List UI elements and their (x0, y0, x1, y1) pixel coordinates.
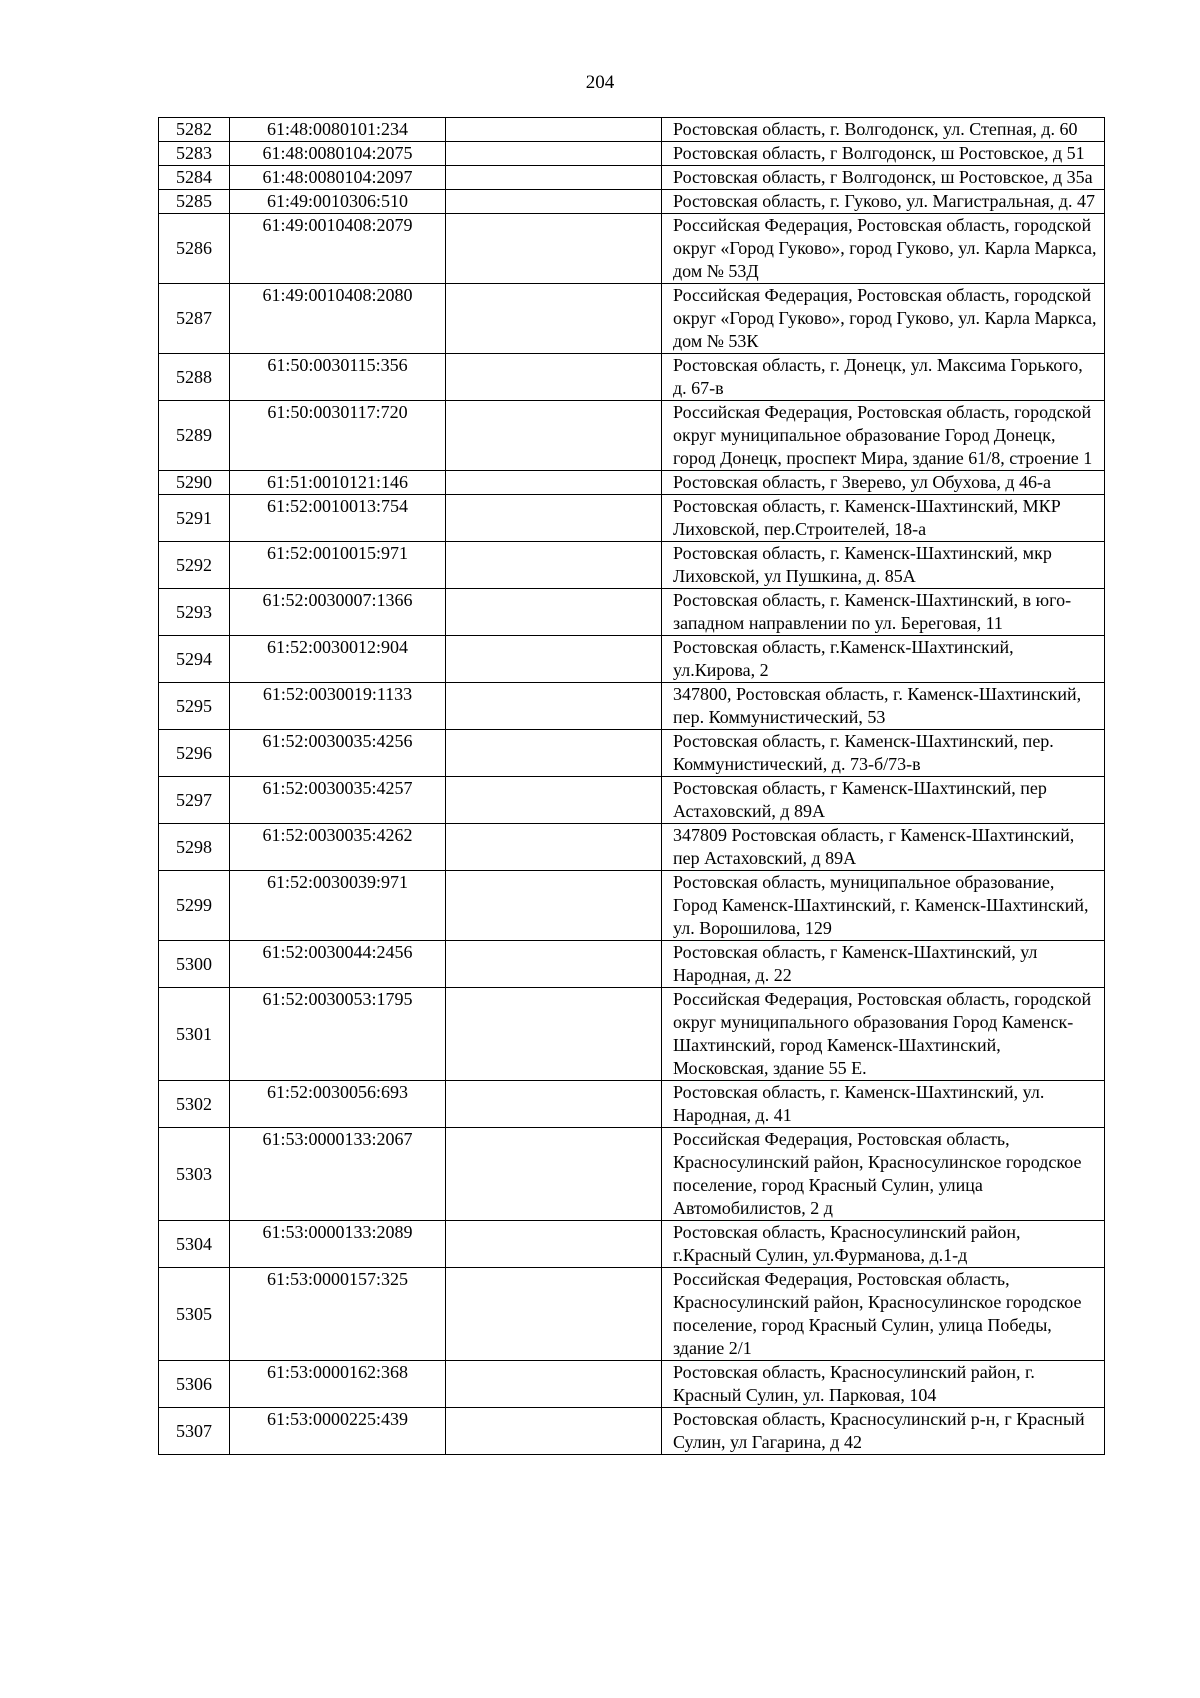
empty-cell (446, 871, 662, 941)
empty-cell (446, 401, 662, 471)
table-row (159, 683, 1105, 730)
address-cell: 347809 Ростовская область, г Каменск-Шахтинский, пер Астаховский, д 89А (662, 824, 1105, 871)
table-row (159, 354, 1105, 401)
empty-cell (446, 542, 662, 589)
address-cell: Ростовская область, г. Каменск-Шахтинский, мкр Лиховской, ул Пушкина, д. 85А (662, 542, 1105, 589)
address-cell: Ростовская область, г. Каменск-Шахтинский, ул. Народная, д. 41 (662, 1081, 1105, 1128)
table-row (159, 401, 1105, 471)
table-row (159, 988, 1105, 1081)
row-number-cell: 5298 (159, 824, 230, 871)
row-number-cell: 5296 (159, 730, 230, 777)
address-cell: Ростовская область, Красносулинский район, г. Красный Сулин, ул. Парковая, 104 (662, 1361, 1105, 1408)
table-row (159, 1361, 1105, 1408)
empty-cell (446, 354, 662, 401)
row-number-cell: 5301 (159, 988, 230, 1081)
row-number-cell: 5303 (159, 1128, 230, 1221)
cadastral-number-cell: 61:49:0010408:2079 (230, 214, 446, 284)
row-number-cell: 5283 (159, 142, 230, 166)
empty-cell (446, 824, 662, 871)
row-number-cell: 5286 (159, 214, 230, 284)
row-number-cell: 5292 (159, 542, 230, 589)
address-cell: 347800, Ростовская область, г. Каменск-Шахтинский, пер. Коммунистический, 53 (662, 683, 1105, 730)
address-cell: Ростовская область, г. Донецк, ул. Максима Горького, д. 67-в (662, 354, 1105, 401)
row-number-cell: 5287 (159, 284, 230, 354)
empty-cell (446, 284, 662, 354)
cadastral-number-cell: 61:52:0030035:4257 (230, 777, 446, 824)
empty-cell (446, 166, 662, 190)
empty-cell (446, 777, 662, 824)
row-number-cell: 5307 (159, 1408, 230, 1455)
address-cell: Ростовская область, Красносулинский район, г.Красный Сулин, ул.Фурманова, д.1-д (662, 1221, 1105, 1268)
address-cell: Ростовская область, Красносулинский р-н, г Красный Сулин, ул Гагарина, д 42 (662, 1408, 1105, 1455)
cadastral-number-cell: 61:48:0080101:234 (230, 118, 446, 142)
address-cell: Ростовская область, г Зверево, ул Обухова, д 46-а (662, 471, 1105, 495)
empty-cell (446, 589, 662, 636)
address-cell: Ростовская область, г. Гуково, ул. Магистральная, д. 47 (662, 190, 1105, 214)
address-cell: Российская Федерация, Ростовская область, Красносулинский район, Красносулинское городское поселение, город Красный Сулин, улица Победы, здание 2/1 (662, 1268, 1105, 1361)
table-row (159, 142, 1105, 166)
empty-cell (446, 1408, 662, 1455)
empty-cell (446, 1268, 662, 1361)
table-row (159, 824, 1105, 871)
table-row (159, 118, 1105, 142)
cadastral-number-cell: 61:52:0030019:1133 (230, 683, 446, 730)
cadastral-number-cell: 61:49:0010408:2080 (230, 284, 446, 354)
empty-cell (446, 214, 662, 284)
row-number-cell: 5305 (159, 1268, 230, 1361)
row-number-cell: 5290 (159, 471, 230, 495)
table-row (159, 1268, 1105, 1361)
address-cell: Ростовская область, г. Волгодонск, ул. Степная, д. 60 (662, 118, 1105, 142)
table-row (159, 495, 1105, 542)
table-row (159, 1408, 1105, 1455)
cadastral-number-cell: 61:53:0000157:325 (230, 1268, 446, 1361)
table-row (159, 1081, 1105, 1128)
row-number-cell: 5299 (159, 871, 230, 941)
empty-cell (446, 1128, 662, 1221)
table-row (159, 941, 1105, 988)
empty-cell (446, 941, 662, 988)
table-row (159, 589, 1105, 636)
cadastral-number-cell: 61:48:0080104:2097 (230, 166, 446, 190)
table-row (159, 636, 1105, 683)
address-cell: Ростовская область, г Каменск-Шахтинский, ул Народная, д. 22 (662, 941, 1105, 988)
address-cell: Российская Федерация, Ростовская область, городской округ муниципальное образование Город Донецк, город Донецк, проспект Мира, здание 61/8, строение 1 (662, 401, 1105, 471)
table-row (159, 1221, 1105, 1268)
page-number: 204 (585, 72, 615, 93)
row-number-cell: 5285 (159, 190, 230, 214)
address-cell: Российская Федерация, Ростовская область, городской округ муниципального образования Город Каменск-Шахтинский, город Каменск-Шахтинский, Московская, здание 55 Е. (662, 988, 1105, 1081)
address-cell: Ростовская область, г Каменск-Шахтинский, пер Астаховский, д 89А (662, 777, 1105, 824)
cadastral-number-cell: 61:52:0010013:754 (230, 495, 446, 542)
row-number-cell: 5289 (159, 401, 230, 471)
row-number-cell: 5288 (159, 354, 230, 401)
property-registry-table (158, 117, 1105, 1455)
cadastral-number-cell: 61:52:0030035:4256 (230, 730, 446, 777)
empty-cell (446, 1081, 662, 1128)
address-cell: Ростовская область, г.Каменск-Шахтинский, ул.Кирова, 2 (662, 636, 1105, 683)
address-cell: Ростовская область, г Волгодонск, ш Ростовское, д 51 (662, 142, 1105, 166)
cadastral-number-cell: 61:50:0030117:720 (230, 401, 446, 471)
cadastral-number-cell: 61:53:0000225:439 (230, 1408, 446, 1455)
row-number-cell: 5306 (159, 1361, 230, 1408)
cadastral-number-cell: 61:52:0010015:971 (230, 542, 446, 589)
empty-cell (446, 683, 662, 730)
cadastral-number-cell: 61:50:0030115:356 (230, 354, 446, 401)
table-row (159, 471, 1105, 495)
row-number-cell: 5297 (159, 777, 230, 824)
empty-cell (446, 1221, 662, 1268)
empty-cell (446, 190, 662, 214)
row-number-cell: 5295 (159, 683, 230, 730)
table-row (159, 190, 1105, 214)
table-row (159, 284, 1105, 354)
table-body (159, 118, 1105, 1455)
address-cell: Российская Федерация, Ростовская область, Красносулинский район, Красносулинское городское поселение, город Красный Сулин, улица Автомобилистов, 2 д (662, 1128, 1105, 1221)
cadastral-number-cell: 61:51:0010121:146 (230, 471, 446, 495)
row-number-cell: 5293 (159, 589, 230, 636)
cadastral-number-cell: 61:52:0030056:693 (230, 1081, 446, 1128)
address-cell: Ростовская область, г. Каменск-Шахтинский, в юго-западном направлении по ул. Береговая, 11 (662, 589, 1105, 636)
empty-cell (446, 636, 662, 683)
row-number-cell: 5284 (159, 166, 230, 190)
empty-cell (446, 1361, 662, 1408)
cadastral-number-cell: 61:52:0030012:904 (230, 636, 446, 683)
table-row (159, 730, 1105, 777)
address-cell: Ростовская область, г Волгодонск, ш Ростовское, д 35а (662, 166, 1105, 190)
cadastral-number-cell: 61:52:0030035:4262 (230, 824, 446, 871)
cadastral-number-cell: 61:52:0030053:1795 (230, 988, 446, 1081)
cadastral-number-cell: 61:52:0030044:2456 (230, 941, 446, 988)
cadastral-number-cell: 61:49:0010306:510 (230, 190, 446, 214)
address-cell: Ростовская область, г. Каменск-Шахтинский, МКР Лиховской, пер.Строителей, 18-а (662, 495, 1105, 542)
row-number-cell: 5300 (159, 941, 230, 988)
cadastral-number-cell: 61:52:0030007:1366 (230, 589, 446, 636)
row-number-cell: 5282 (159, 118, 230, 142)
empty-cell (446, 118, 662, 142)
row-number-cell: 5294 (159, 636, 230, 683)
table-row (159, 542, 1105, 589)
cadastral-number-cell: 61:52:0030039:971 (230, 871, 446, 941)
empty-cell (446, 988, 662, 1081)
address-cell: Российская Федерация, Ростовская область, городской округ «Город Гуково», город Гуково, ул. Карла Маркса, дом № 53Д (662, 214, 1105, 284)
cadastral-number-cell: 61:53:0000162:368 (230, 1361, 446, 1408)
table-row (159, 166, 1105, 190)
empty-cell (446, 471, 662, 495)
cadastral-number-cell: 61:53:0000133:2089 (230, 1221, 446, 1268)
table-row (159, 777, 1105, 824)
row-number-cell: 5302 (159, 1081, 230, 1128)
address-cell: Российская Федерация, Ростовская область, городской округ «Город Гуково», город Гуково, ул. Карла Маркса, дом № 53К (662, 284, 1105, 354)
address-cell: Ростовская область, г. Каменск-Шахтинский, пер. Коммунистический, д. 73-б/73-в (662, 730, 1105, 777)
address-cell: Ростовская область, муниципальное образование, Город Каменск-Шахтинский, г. Каменск-Шахтинский, ул. Ворошилова, 129 (662, 871, 1105, 941)
row-number-cell: 5304 (159, 1221, 230, 1268)
table-row (159, 214, 1105, 284)
cadastral-number-cell: 61:53:0000133:2067 (230, 1128, 446, 1221)
table-row (159, 1128, 1105, 1221)
cadastral-number-cell: 61:48:0080104:2075 (230, 142, 446, 166)
empty-cell (446, 142, 662, 166)
empty-cell (446, 495, 662, 542)
empty-cell (446, 730, 662, 777)
table-row (159, 871, 1105, 941)
row-number-cell: 5291 (159, 495, 230, 542)
